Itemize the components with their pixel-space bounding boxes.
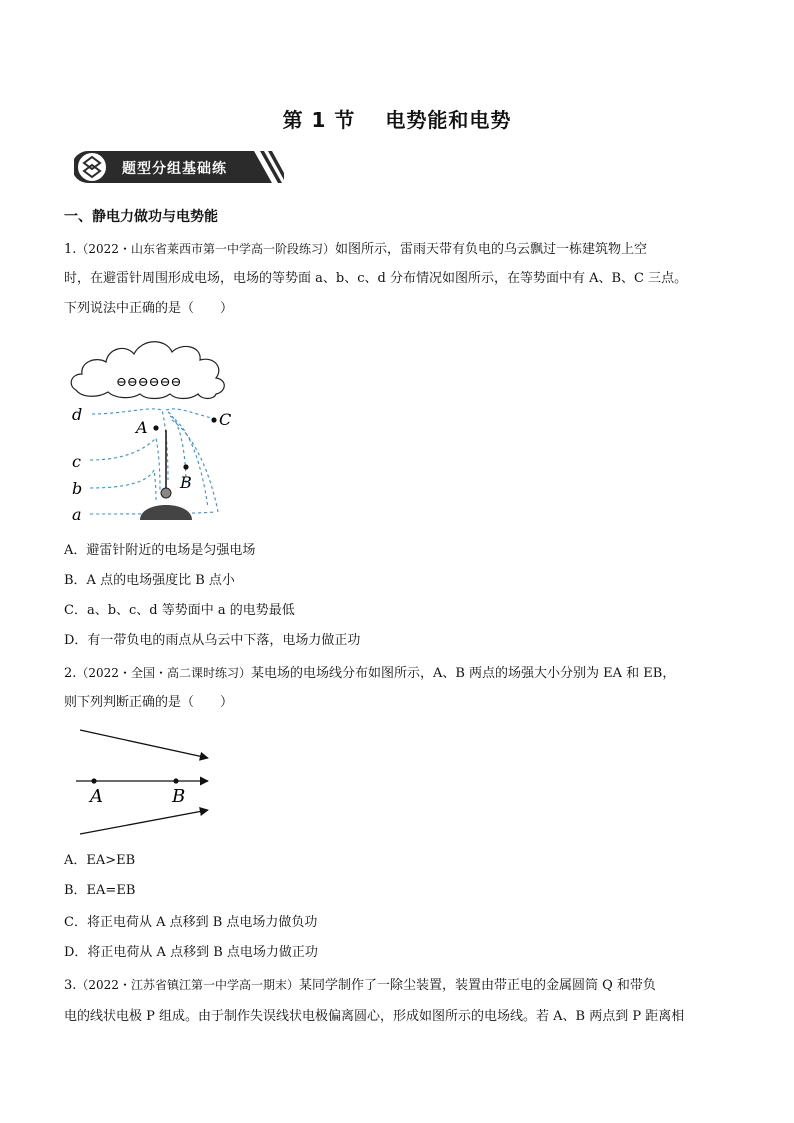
q2-line1 (64, 664, 675, 683)
q3-number: 3. (64, 978, 77, 993)
page-title (0, 104, 794, 133)
label-d: d (72, 405, 83, 424)
q2-source: （2022・全国・高二课时练习） (76, 666, 251, 680)
q1-line2: 时，在避雷针周围形成电场，电场的等势面 a、b、c、d 分布情况如图所示，在等势面中有 A、B、C 三点。 (64, 271, 688, 286)
point-A (91, 778, 96, 783)
field-line-bottom (80, 810, 208, 834)
point-B (173, 778, 178, 783)
q2-figure (72, 724, 222, 840)
q3-line1 (64, 976, 656, 995)
q2-option-D: D．将正电荷从 A 点移到 B 点电场力做正功 (64, 945, 318, 960)
equipotential-right-3 (172, 420, 218, 512)
q1-figure (64, 330, 264, 526)
label-C: C (219, 410, 232, 429)
equipotential-d (92, 409, 168, 480)
equipotential-right-2 (170, 416, 208, 508)
banner-label: 题型分组基础练 (122, 161, 227, 177)
building-dome (140, 505, 192, 520)
label-a: a (72, 505, 82, 524)
q2-number: 2. (64, 666, 77, 681)
point-C (211, 417, 216, 422)
label-A: A (136, 418, 148, 437)
section-number: 第 1 节 (282, 108, 356, 132)
q1-option-A: A．避雷针附近的电场是匀强电场 (64, 543, 256, 558)
rod-tip-ball (161, 488, 171, 498)
equipotential-c (90, 438, 160, 492)
q1-option-B: B．A 点的电场强度比 B 点小 (64, 573, 235, 588)
q2-option-C: C．将正电荷从 A 点移到 B 点电场力做负功 (64, 915, 318, 930)
q2-line2: 则下列判断正确的是（ ） (64, 695, 234, 710)
part1-heading: 一、静电力做功与电势能 (64, 209, 218, 225)
label-B: B (180, 473, 192, 492)
q1-text-1: 如图所示，雷雨天带有负电的乌云飘过一栋建筑物上空 (334, 242, 647, 257)
label-B: B (172, 786, 186, 807)
point-B (183, 464, 188, 469)
q1-line1 (64, 240, 647, 259)
q1-option-C: C．a、b、c、d 等势面中 a 的电势最低 (64, 603, 295, 618)
equipotential-b (90, 470, 156, 500)
q2-option-B: B．EA=EB (64, 883, 136, 898)
q3-source: （2022・江苏省镇江第一中学高一期末） (76, 978, 299, 992)
label-A: A (90, 786, 103, 807)
q2-text-1: 某电场的电场线分布如图所示，A、B 两点的场强大小分别为 EA 和 EB， (250, 666, 676, 681)
cloud-charges: ⊖⊖⊖⊖⊖⊖ (116, 375, 182, 390)
q1-number: 1. (64, 242, 77, 257)
q3-line2: 电的线状电极 P 组成。由于制作失误线状电极偏离圆心，形成如图所示的电场线。若 A、B 两点到 P 距离相 (64, 1009, 685, 1024)
q3-text-1: 某同学制作了一除尘装置，装置由带正电的金属圆筒 Q 和带负 (298, 978, 656, 993)
q1-line3: 下列说法中正确的是（ ） (64, 301, 234, 316)
label-b: b (72, 479, 83, 498)
q1-option-D: D．有一带负电的雨点从乌云中下落，电场力做正功 (64, 633, 361, 648)
field-line-top (80, 730, 208, 758)
q1-source: （2022・山东省莱西市第一中学高一阶段练习） (76, 242, 335, 256)
section-name: 电势能和电势 (385, 108, 512, 132)
label-c: c (72, 452, 81, 471)
point-A (153, 425, 158, 430)
q2-option-A: A．EA>EB (64, 853, 136, 868)
